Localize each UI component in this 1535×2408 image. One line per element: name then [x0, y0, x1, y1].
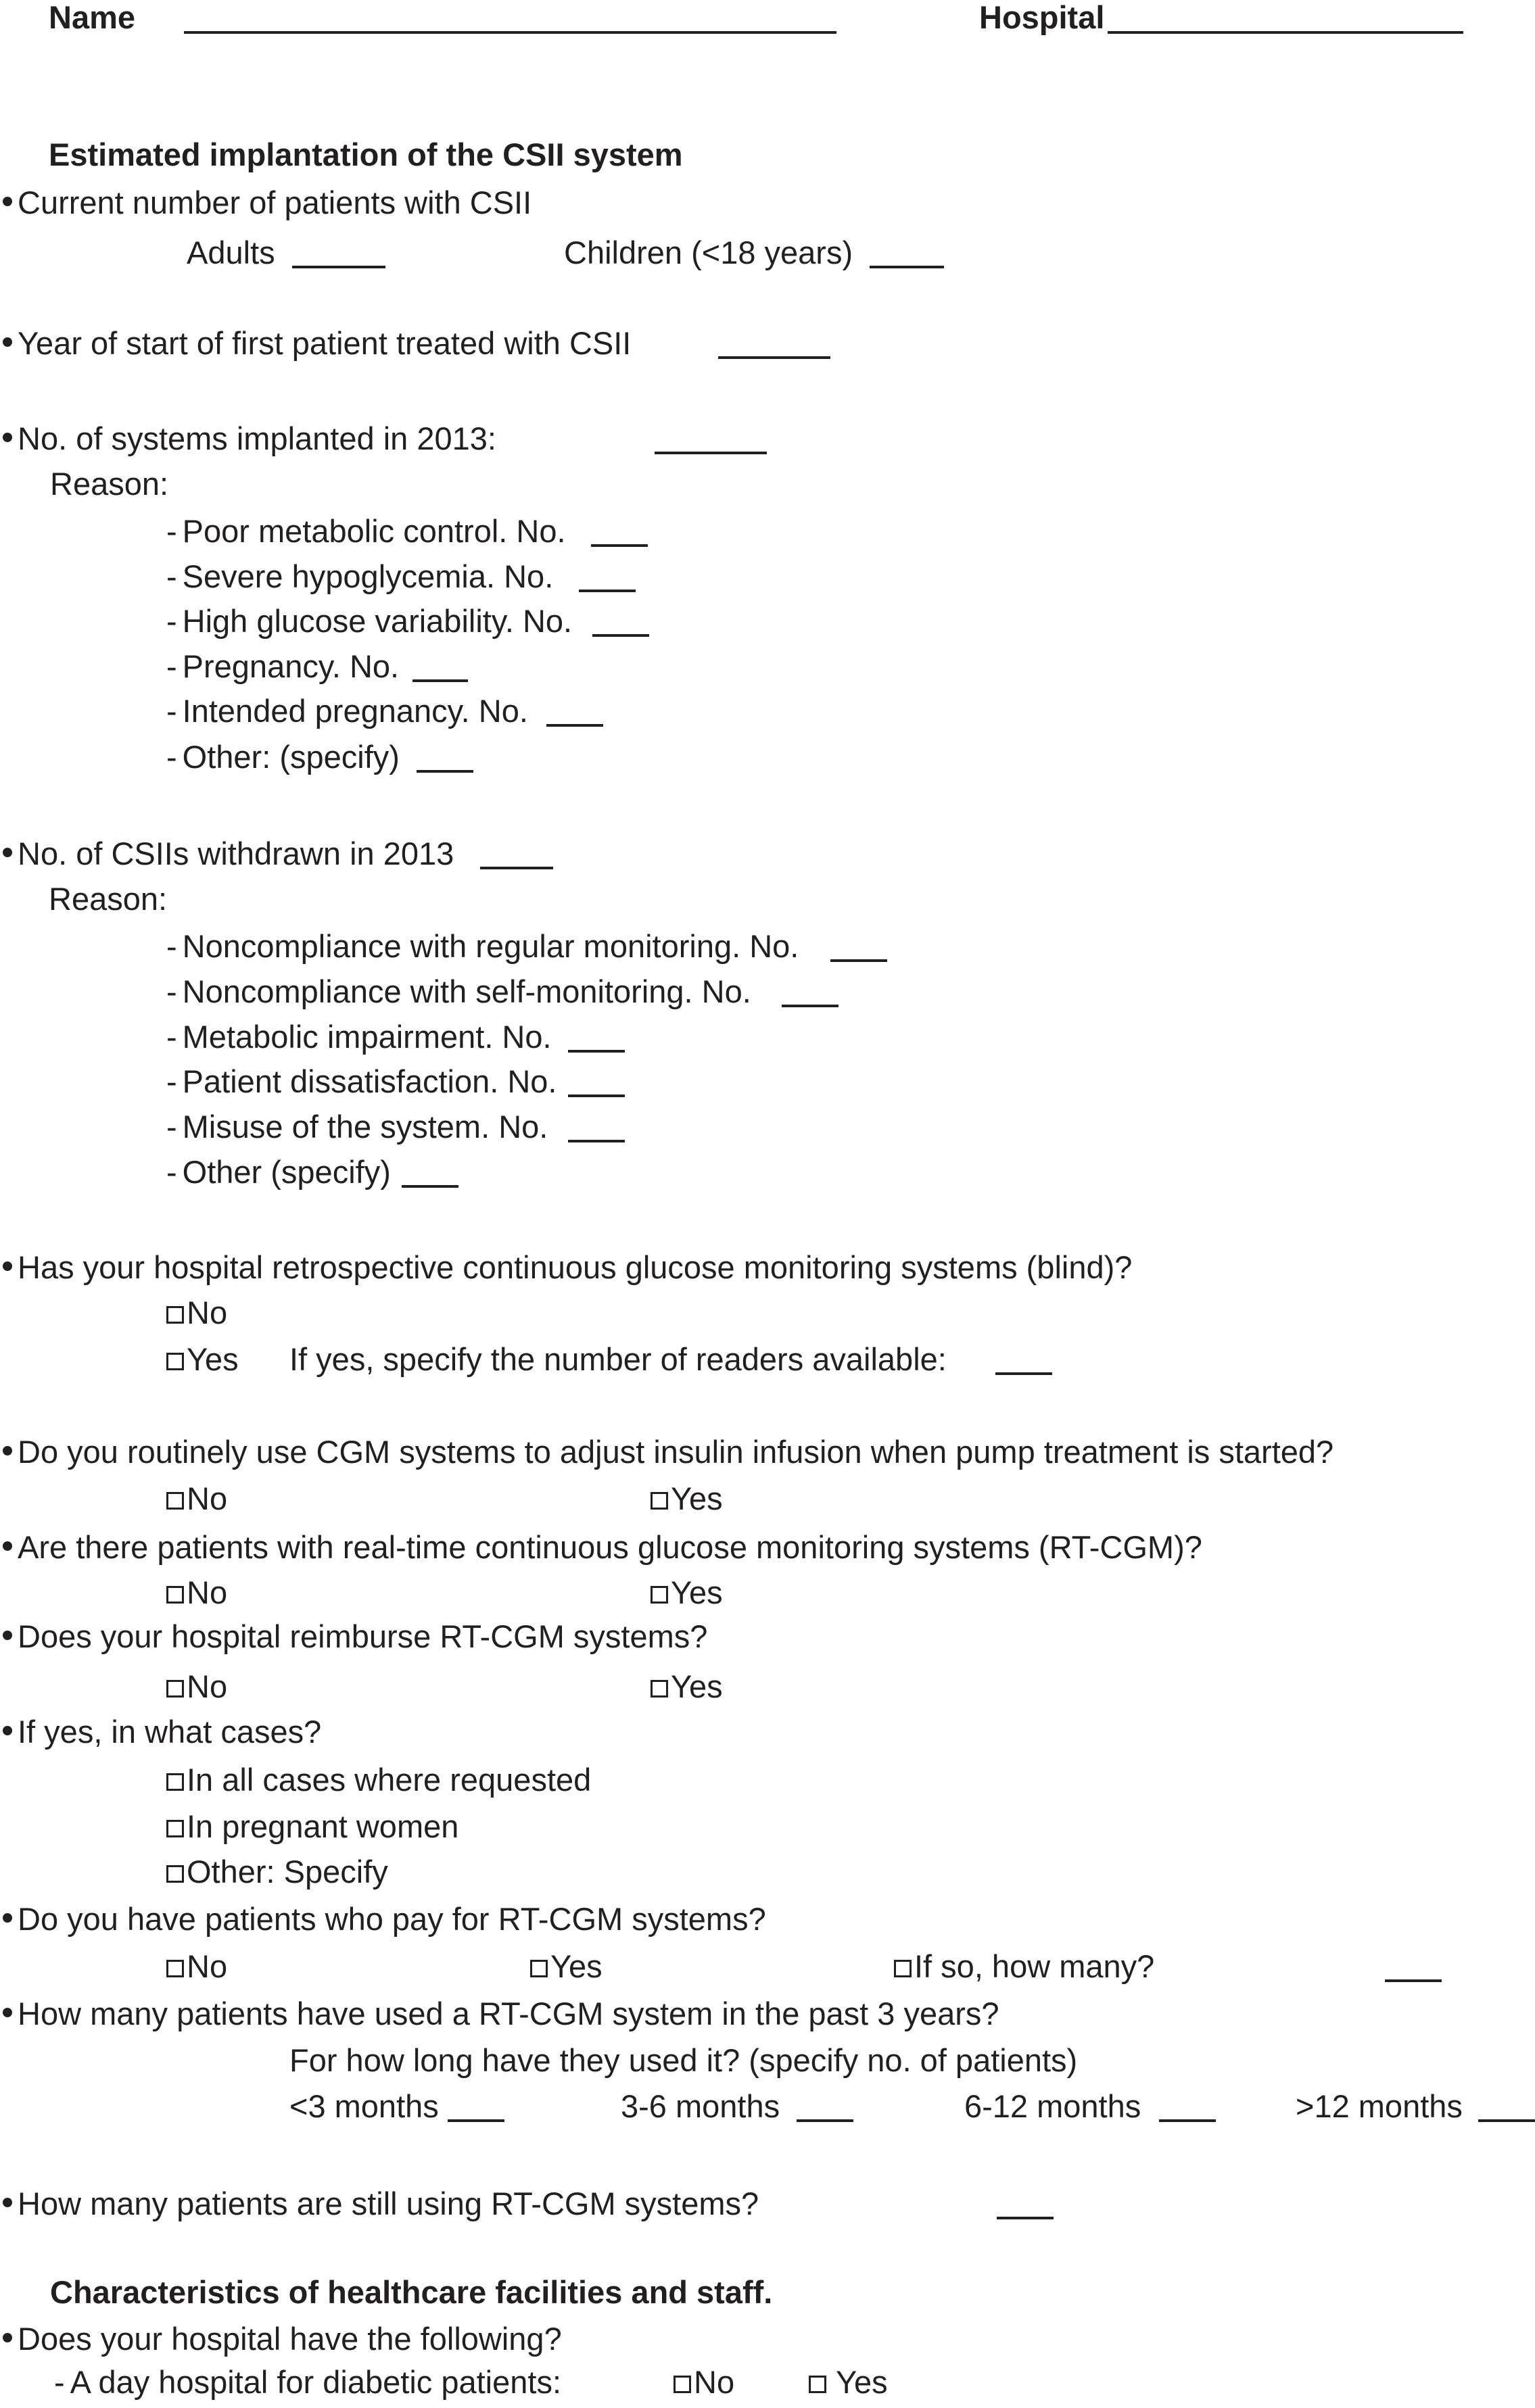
checkbox-icon: [166, 1680, 184, 1697]
bullet-icon: [3, 197, 12, 206]
start-year-field[interactable]: [718, 356, 830, 359]
checkbox-icon: [166, 1492, 184, 1510]
duration-label: 6-12 months: [964, 2088, 1141, 2124]
checkbox-icon: [166, 1353, 184, 1370]
q-cgm-adjust: Do you routinely use CGM systems to adjust insulin infusion when pump treatment is started?: [18, 1434, 1334, 1470]
reason-label: Reason:: [49, 881, 168, 917]
q-facilities: Does your hospital have the following?: [18, 2321, 562, 2357]
q-retrospective-cgm: Has your hospital retrospective continuous glucose monitoring systems (blind)?: [18, 1249, 1133, 1285]
hospital-field[interactable]: [1108, 31, 1463, 34]
option-no[interactable]: No: [166, 1950, 227, 1982]
duration-field[interactable]: [1159, 2119, 1216, 2122]
implant-reason-field[interactable]: [592, 634, 649, 637]
implant-reason-item: - High glucose variability. No.: [166, 603, 573, 639]
option-no[interactable]: No: [166, 1670, 227, 1702]
implant-reason-item: - Intended pregnancy. No.: [166, 693, 528, 729]
implant-reason-item: - Other: (specify): [166, 739, 400, 775]
option-no[interactable]: No: [674, 2366, 734, 2398]
hospital-label: Hospital: [979, 0, 1105, 35]
withdraw-reason-field[interactable]: [568, 1140, 625, 1142]
option-yes[interactable]: Yes: [166, 1343, 239, 1375]
implant-reason-item: - Poor metabolic control. No.: [166, 513, 566, 549]
checkbox-icon: [674, 2376, 691, 2393]
checkbox-icon: [809, 2376, 826, 2393]
implanted-field[interactable]: [655, 452, 767, 454]
option-all-cases[interactable]: In all cases where requested: [166, 1764, 591, 1796]
implant-reason-field[interactable]: [546, 724, 603, 727]
q-cases: If yes, in what cases?: [18, 1714, 322, 1750]
q-used-rtcgm: How many patients have used a RT-CGM system in the past 3 years?: [18, 1996, 999, 2031]
q-systems-implanted: No. of systems implanted in 2013:: [18, 420, 496, 456]
reason-label: Reason:: [50, 466, 169, 502]
day-hospital-label: - A day hospital for diabetic patients:: [54, 2364, 561, 2400]
how-many-field[interactable]: [1385, 1979, 1442, 1982]
duration-field[interactable]: [1478, 2119, 1535, 2122]
withdraw-reason-field[interactable]: [568, 1094, 625, 1097]
children-label: Children (<18 years): [564, 235, 853, 270]
withdraw-reason-field[interactable]: [568, 1050, 625, 1053]
bullet-icon: [3, 1261, 12, 1271]
checkbox-icon: [166, 1773, 184, 1791]
duration-field[interactable]: [797, 2119, 853, 2122]
checkbox-icon: [166, 1586, 184, 1604]
duration-label: >12 months: [1296, 2088, 1463, 2124]
implant-reason-field[interactable]: [412, 679, 468, 682]
adults-field[interactable]: [292, 266, 385, 268]
bullet-icon: [3, 2008, 12, 2017]
bullet-icon: [3, 337, 12, 347]
q-rtcgm-patients: Are there patients with real-time continuous glucose monitoring systems (RT-CGM)?: [18, 1529, 1202, 1565]
bullet-icon: [3, 1446, 12, 1455]
how-long-label: For how long have they used it? (specify no. of patients): [289, 2042, 1078, 2078]
implant-reason-field[interactable]: [417, 770, 473, 773]
withdraw-reason-item: - Misuse of the system. No.: [166, 1109, 548, 1145]
bullet-icon: [3, 848, 12, 857]
withdraw-reason-field[interactable]: [830, 959, 887, 962]
checkbox-icon: [530, 1960, 548, 1977]
q-start-year: Year of start of first patient treated with CSII: [18, 325, 632, 361]
checkbox-icon: [651, 1492, 668, 1510]
children-field[interactable]: [870, 266, 944, 268]
duration-field[interactable]: [448, 2119, 504, 2122]
checkbox-icon: [894, 1960, 912, 1977]
duration-label: <3 months: [289, 2088, 439, 2124]
option-other[interactable]: Other: Specify: [166, 1856, 388, 1887]
withdraw-reason-field[interactable]: [782, 1005, 839, 1007]
adults-label: Adults: [187, 235, 275, 270]
q-reimburse: Does your hospital reimburse RT-CGM systems?: [18, 1618, 708, 1654]
q-patients-pay: Do you have patients who pay for RT-CGM systems?: [18, 1901, 766, 1937]
option-no[interactable]: No: [166, 1576, 227, 1608]
implant-reason-item: - Severe hypoglycemia. No.: [166, 558, 554, 594]
checkbox-icon: [166, 1820, 184, 1837]
checkbox-icon: [651, 1680, 668, 1697]
name-label: Name: [49, 0, 136, 35]
bullet-icon: [3, 2333, 12, 2342]
checkbox-icon: [166, 1865, 184, 1883]
implant-reason-field[interactable]: [579, 589, 636, 592]
still-using-field[interactable]: [997, 2217, 1054, 2219]
q-csii-withdrawn: No. of CSIIs withdrawn in 2013: [18, 836, 454, 871]
option-yes[interactable]: Yes: [809, 2366, 888, 2398]
section-title-csii: Estimated implantation of the CSII system: [49, 137, 683, 172]
withdrawn-field[interactable]: [480, 867, 553, 869]
bullet-icon: [3, 1541, 12, 1551]
readers-label: If yes, specify the number of readers available:: [289, 1341, 947, 1377]
withdraw-reason-item: - Other (specify): [166, 1154, 391, 1190]
q-current-patients: Current number of patients with CSII: [18, 185, 532, 220]
option-yes[interactable]: Yes: [530, 1950, 603, 1982]
option-pregnant[interactable]: In pregnant women: [166, 1810, 458, 1842]
q-still-using: How many patients are still using RT-CGM systems?: [18, 2186, 759, 2221]
implant-reason-item: - Pregnancy. No.: [166, 648, 400, 684]
withdraw-reason-item: - Noncompliance with self-monitoring. No.: [166, 973, 751, 1009]
option-no[interactable]: No: [166, 1483, 227, 1514]
withdraw-reason-item: - Metabolic impairment. No.: [166, 1019, 552, 1055]
bullet-icon: [3, 1726, 12, 1735]
checkbox-icon: [166, 1306, 184, 1324]
name-field[interactable]: [184, 31, 836, 34]
implant-reason-field[interactable]: [591, 544, 648, 547]
option-yes[interactable]: Yes: [651, 1576, 723, 1608]
bullet-icon: [3, 433, 12, 442]
duration-label: 3-6 months: [621, 2088, 780, 2124]
section-title-facilities: Characteristics of healthcare facilities and staff.: [50, 2274, 773, 2310]
withdraw-reason-item: - Noncompliance with regular monitoring. No.: [166, 928, 799, 964]
withdraw-reason-item: - Patient dissatisfaction. No.: [166, 1063, 557, 1099]
bullet-icon: [3, 2198, 12, 2207]
withdraw-reason-field[interactable]: [402, 1185, 458, 1188]
checkbox-icon: [651, 1586, 668, 1604]
option-yes[interactable]: Yes: [651, 1670, 723, 1702]
option-how-many[interactable]: If so, how many?: [894, 1950, 1154, 1982]
checkbox-icon: [166, 1960, 184, 1977]
bullet-icon: [3, 1913, 12, 1923]
readers-field[interactable]: [995, 1372, 1052, 1375]
bullet-icon: [3, 1631, 12, 1640]
option-yes[interactable]: Yes: [651, 1483, 723, 1514]
option-no[interactable]: No: [166, 1297, 227, 1328]
